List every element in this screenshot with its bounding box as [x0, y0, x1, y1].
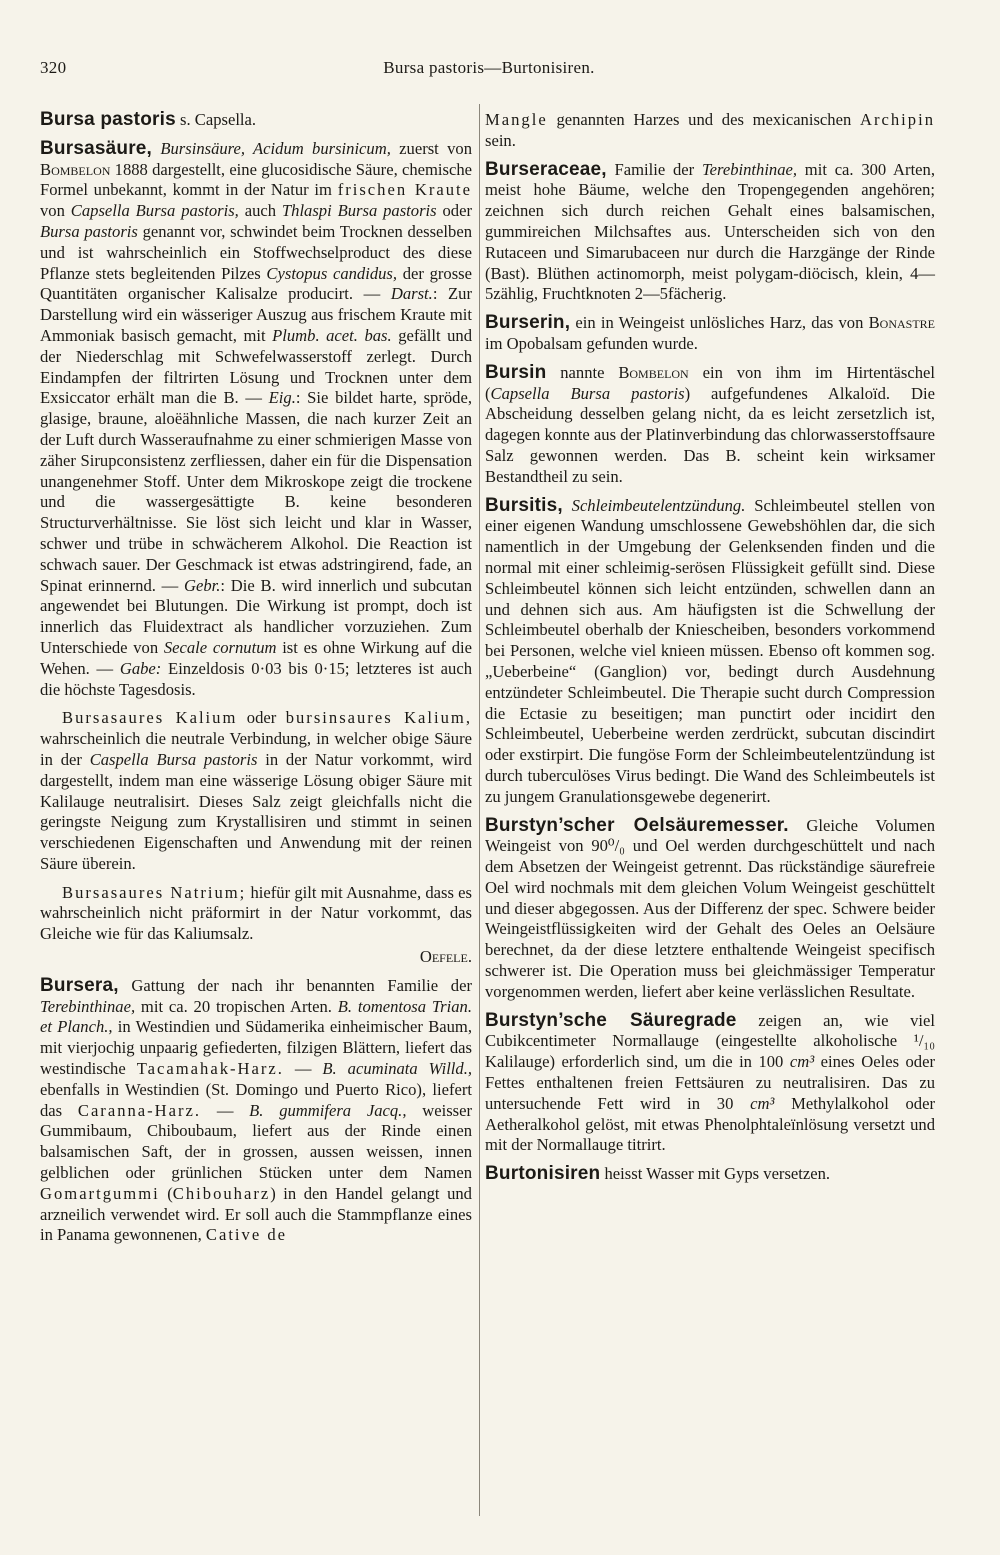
entry-text: hiefür gilt mit Ausnahme, dass es wahrscheinlich nicht präformirt in der Natur vorkommt, das Gleiche wie für das Kaliumsalz. — [40, 882, 472, 944]
entry-text: s. Capsella. — [175, 110, 257, 129]
left-column — [40, 110, 472, 1254]
entry-text: — — [201, 1100, 250, 1120]
species-name: Bursa pastoris — [40, 221, 138, 241]
entry-burserin — [485, 313, 935, 355]
section-label: Gebr. — [184, 575, 221, 595]
entry-text: von — [40, 201, 71, 221]
species-name: B. tomentosa Trian. et Planch., — [40, 996, 472, 1037]
entry-headword: Bursitis, — [485, 494, 563, 516]
entry-text: nannte — [546, 362, 619, 382]
signature-text: Oefele. — [419, 947, 472, 967]
spaced-text: Cative de — [205, 1225, 288, 1245]
entry-text: ebenfalls in Westindien (St. Domingo und Puerto Rico), liefert das — [40, 1079, 472, 1120]
entry-text: zeigen an, wie viel Cubikcentimeter Normallauge (eingestellte alkoholische ¹/₁₀ Kalilauge) erforderlich sind, um die in 100 — [485, 1010, 936, 1072]
entry-text: Schleimbeutel stellen von einer eigenen Wandung umschlossene Gewebshöhlen dar, die sich namentlich in der Umgebung der Gelenksenden finden und die normal mit einer schleimig-serösen Flüssigkeit gefüllt sind. Diese Schleimbeutel können sich leicht entzünden, schwellen dann an und dehnen sich aus. Am häufigsten ist die Schwellung der Schleimbeutel oberhalb der Kniescheiben, besonders vorkommend bei Personen, welche viel knieen müssen. Ebenso oft kommen sog. „Ueberbeine“ (Ganglion) vor, bedingt durch Ausdehnung entzündeter Schleimbeutel. Die Therapie sucht durch Compression die Ectasie zu beseitigen; man punctirt oder incidirt den Schleimbeutel, Ueberbeine werden zerdrückt, subcutan discindirt oder exstirpirt. Die fungöse Form der Schleimbeutelentzündung ist durch tuberculöses Virus bedingt. Die Wand des Schleimbeutels ist zu jungem Granulationsgewebe degenerirt. — [485, 495, 935, 806]
author-name: Bombelon — [618, 362, 689, 382]
entry-text: eines Oeles oder Fettes enthaltenen freien Fettsäuren zu neutralisiren. Das zu untersuchende Fett wird in 30 — [485, 1052, 935, 1113]
author-name: Bombelon — [40, 159, 111, 179]
entry-natrium — [40, 883, 472, 945]
entry-text: ) in den Handel gelangt und arzneilich verwendet wird. Er soll auch die Stammpflanze eines in Panama gewonnenen, — [40, 1183, 472, 1245]
entry-text: sein. — [485, 130, 516, 150]
running-title: Bursa pastoris—Burtonisiren. — [383, 58, 595, 77]
entry-text: Gleiche Volumen Weingeist von 90⁰/₀ und Oel werden durchgeschüttelt und nach dem Absetzen der Weingeist getrennt. Das rückständige säurefreie Oel wird nochmals mit dem gleichen Volum Weingeist geschüttelt und dieser abgegossen. Aus der Differenz der spec. Schwere beider Weingeistflüssigkeiten wird der Gehalt des Oeles an Oelsäure berechnet, da der diese letztere enthaltende Weingeist specifisch schwerer ist. Die Operation muss bei gleichmässiger Temperatur vorgenommen werden, liefert aber keine verlässlichen Resultate. — [485, 815, 935, 1001]
column-rule — [479, 104, 480, 1516]
entry-text: Gattung der nach ihr benannten Familie der — [118, 975, 472, 995]
entry-text: ( — [159, 1183, 173, 1203]
entry-oelsaeuremesser — [485, 816, 935, 1003]
spaced-text: Bursasaures Kalium — [62, 708, 238, 728]
entry-text: : Sie bildet harte, spröde, glasige, braune, aloëähnliche Massen, die nach kurzer Zeit an der Luft durch Wasseraufnahme zu einer schmierigen Masse von zäher Sirupconsistenz zerfliessen, daher ein für die Dispensation unangenehmer Stoff. Unter dem Mikroskope zeigt die trockene und die wassergesättigte B. keine besonderen Structurverhältnisse. Sie löst sich leicht und klar in Wasser, schwer und trübe in schwächerem Alkohol. Die Reaction ist schwach sauer. Der Geschmack ist etwas adstringirend, fade, an Spinat erinnernd. — — [40, 388, 472, 595]
entry-text: 1888 dargestellt, eine glucosidische Säure, chemische Formel unbekannt, kommt in der Natur im — [40, 159, 472, 200]
page-header — [40, 58, 938, 86]
spaced-text: frischen Kraute — [337, 180, 473, 200]
species-name: Cystopus candidus, — [266, 263, 398, 283]
spaced-text: Caranna-Harz. — [77, 1100, 202, 1120]
entry-headword: Burstyn’scher Oelsäuremesser. — [485, 814, 789, 836]
entry-bursera — [40, 976, 472, 1246]
entry-burseraceae — [485, 160, 935, 306]
page-number: 320 — [40, 58, 67, 77]
entry-headword: Burtonisiren — [485, 1163, 601, 1185]
entry-text: ein in Weingeist unlösliches Harz, das von — [570, 313, 869, 333]
section-label: Eig. — [268, 388, 296, 408]
author-signature — [40, 947, 472, 968]
entry-saeuregrade — [485, 1011, 935, 1157]
species-name: B. gummifera Jacq., — [249, 1100, 407, 1120]
unit: cm³ — [750, 1093, 775, 1113]
species-name: B. acuminata Willd., — [322, 1059, 473, 1079]
entry-burtonisiren — [485, 1164, 935, 1185]
entry-text: in Westindien und Südamerika einheimischer Baum, mit vierjochig unpaarig gefiederten, filzigen Blättern, liefert das westindische — [40, 1017, 472, 1079]
entry-bursa-pastoris — [40, 110, 472, 131]
entry-text-italic: Schleimbeutelentzündung. — [562, 495, 746, 515]
entry-text: in der Natur vorkommt, wird dargestellt, indem man eine wässerige Lösung obiger Säure mit Kalilauge neutralisirt. Dieses Salz zeigt gleichfalls nicht die geringste Neigung zum Krystallisiren und stimmt in seinen verschiedenen Eigenschaften und Anwendung mit der reinen Säure überein. — [40, 749, 472, 873]
unit: cm³ — [789, 1052, 815, 1072]
entry-headword: Bursasäure, — [40, 137, 153, 159]
entry-text: zuerst von — [390, 138, 472, 158]
entry-text-italic: Bursinsäure, Acidum bursinicum, — [152, 138, 391, 158]
entry-text: der grosse Quantitäten organischer Kalisalze producirt. — — [40, 263, 472, 304]
entry-text: im Opobalsam gefunden wurde. — [485, 333, 698, 353]
entry-text: oder — [436, 201, 472, 221]
entry-text: genannten Harzes und des mexicanischen — [547, 110, 860, 129]
species-name: Secale cornutum — [163, 637, 277, 657]
entry-text: ein von ihm im Hirtentäschel ( — [485, 362, 935, 403]
spaced-text: Gomartgummi — [40, 1183, 160, 1203]
entry-text: oder — [237, 708, 286, 728]
entry-text: ) aufgefundenes Alkaloïd. Die Abscheidung desselben gelang nicht, da es leicht zersetzlich ist, dagegen konnte aus der Platinverbindung das chlorwasserstoffsaure Salz gewonnen werden. Das B. scheint kein wirksamer Bestandtheil zu sein. — [485, 383, 935, 486]
entry-text: Familie der — [606, 159, 702, 179]
entry-headword: Burseraceae, — [485, 158, 607, 180]
species-name: Capsella Bursa pastoris — [490, 383, 685, 403]
reagent-name: Plumb. acet. bas. — [272, 325, 392, 345]
species-name: Terebinthinae, — [701, 159, 798, 179]
entry-text: heisst Wasser mit Gyps versetzen. — [600, 1164, 831, 1184]
entry-headword: Burserin, — [485, 312, 571, 334]
entry-text: mit ca. 300 Arten, meist hohe Bäume, welche den Tropengegenden angehören; zeichnen sich durch reichen Gehalt eines balsamischen, gummireichen Milchsaftes aus. Unterscheiden sich von den Rutaceen und Simarubaceen nur durch die Harzgänge der Rinde (Bast). Blüthen actinomorph, meist polygam-diöcisch, klein, 4—5zählig, Fruchtknoten 2—5fächerig. — [485, 159, 935, 304]
spaced-text: Tacamahak-Harz. — [136, 1059, 284, 1079]
entry-text: genannt vor, schwindet beim Trocknen desselben und ist wahrscheinlich ein Stoffwechselproduct des diese Pflanze stets begleitenden Pilzes — [40, 221, 472, 283]
section-label: Darst. — [390, 284, 433, 304]
entry-bursasaeure — [40, 139, 472, 701]
section-label: Gabe: — [119, 658, 162, 678]
entry-text: ist es ohne Wirkung auf die Wehen. — — [40, 637, 472, 678]
entry-text: gefällt und der Niederschlag mit Schwefelwasserstoff zerlegt. Durch Eindampfen der filtrirten Lösung und Trocknen unter dem Exsiccator erhält man die B. — — [40, 325, 472, 408]
entry-headword: Burstyn’sche Säuregrade — [485, 1009, 737, 1031]
spaced-text: Bursasaures Natrium; — [62, 882, 247, 902]
entry-continuation — [485, 110, 935, 152]
spaced-text: Archipin — [860, 110, 935, 129]
spaced-text: bursinsaures Kalium, — [285, 708, 472, 728]
entry-text: mit ca. 20 tropischen Arten. — [135, 996, 338, 1016]
entry-text: wahrscheinlich die neutrale Verbindung, in welcher obige Säure in der — [40, 729, 472, 769]
entry-text: Methylalkohol oder Aetheralkohol gelöst, mit etwas Phenolphtaleïnlösung versetzt und mit der Normallauge titrirt. — [485, 1093, 935, 1155]
species-name: Capsella Bursa pastoris, — [70, 201, 239, 221]
spaced-text: Chibouharz — [172, 1183, 271, 1203]
species-name: Caspella Bursa pastoris — [89, 749, 258, 769]
entry-bursin — [485, 363, 935, 488]
species-name: Thlaspi Bursa pastoris — [281, 201, 437, 221]
entry-text: : Die B. wird innerlich und subcutan angewendet bei Blutungen. Die Wirkung ist prompt, doch ist innerlich das Fluidextract als handlicher vorzuziehen. Zum Unterschiede von — [40, 575, 472, 657]
entry-text: auch — [238, 201, 282, 221]
species-name: Terebinthinae, — [40, 996, 136, 1016]
entry-headword: Bursin — [485, 361, 547, 383]
entry-text: weisser Gummibaum, Chiboubaum, liefert aus der Rinde einen balsamischen Saft, der in grossen, aussen weissen, innen gelblichen oder grünlichen Stücken unter dem Namen — [40, 1100, 472, 1183]
entry-kalium — [40, 708, 472, 874]
entry-text: : Zur Darstellung wird ein wässeriger Auszug aus frischem Kraute mit Ammoniak basisch gemacht, mit — [40, 284, 473, 345]
right-column — [485, 110, 935, 1193]
author-name: Bonastre — [868, 313, 935, 333]
entry-headword: Bursa pastoris — [40, 109, 176, 130]
entry-headword: Bursera, — [40, 974, 119, 996]
entry-text: Einzeldosis 0·03 bis 0·15; letzteres ist auch die höchste Tagesdosis. — [40, 658, 472, 699]
entry-bursitis — [485, 496, 935, 808]
spaced-text: Mangle — [485, 110, 548, 129]
entry-text: — — [283, 1059, 323, 1079]
